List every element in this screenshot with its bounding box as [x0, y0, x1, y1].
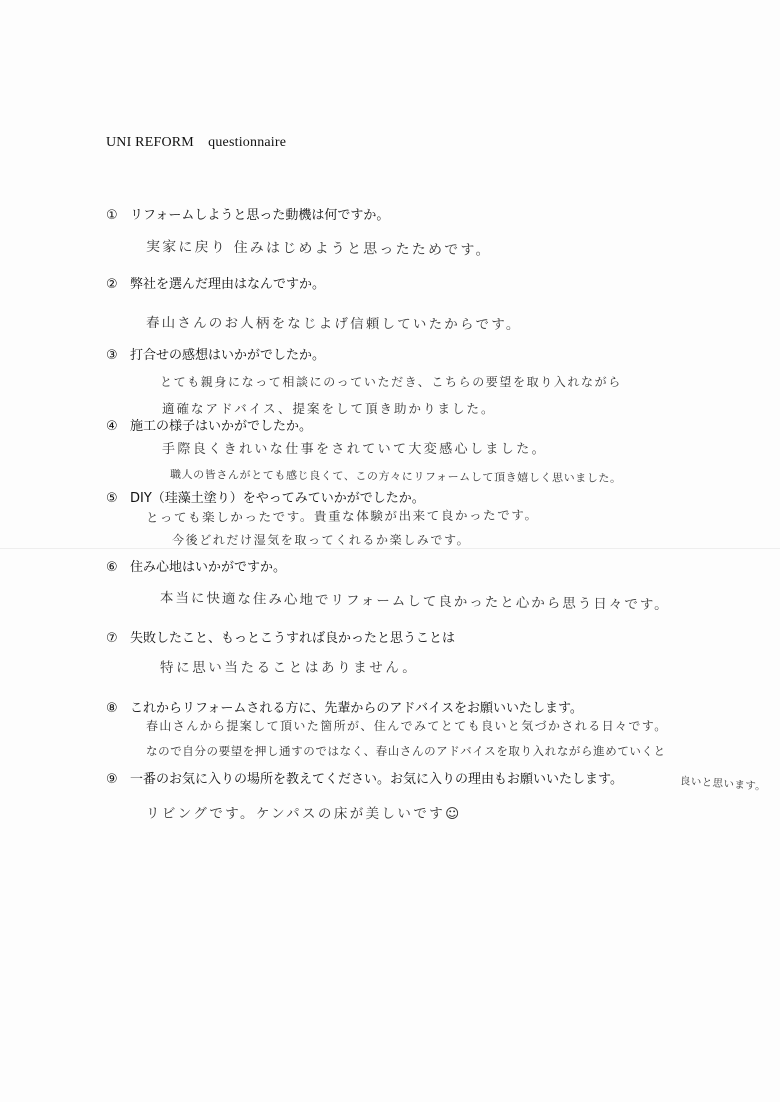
question-text: 住み心地はいかがですか。: [130, 560, 287, 575]
question-9: [106, 768, 623, 787]
answer-2-line-1: 春山さんのお人柄をなじよげ信頼していたからです。: [145, 315, 522, 333]
question-number: ⑥: [106, 560, 118, 575]
question-text: 打合せの感想はいかがでしたか。: [130, 348, 326, 363]
question-1: [106, 204, 389, 223]
answer-5-line-2: 今後どれだけ湿気を取ってくれるか楽しみです。: [172, 533, 471, 547]
question-8: [106, 697, 583, 716]
question-text: DIY（珪藻土塗り）をやってみていかがでしたか。: [130, 491, 425, 506]
question-5: [106, 487, 425, 506]
question-number: ④: [106, 419, 118, 434]
question-text: 弊社を選んだ理由はなんですか。: [130, 277, 326, 292]
question-7: [106, 627, 455, 646]
question-text: リフォームしようと思った動機は何ですか。: [130, 208, 390, 223]
question-text: 失敗したこと、もっとこうすれば良かったと思うことは: [130, 631, 456, 646]
answer-3-line-2: 適確なアドバイス、提案をして頂き助かりました。: [162, 401, 496, 416]
answer-4-line-1: 手際良くきれいな仕事をされていて大変感心しました。: [162, 442, 548, 457]
answer-6-line-1: 本当に快適な住み心地でリフォームして良かったと心から思う日々です。: [159, 590, 670, 614]
question-number: ①: [106, 208, 118, 223]
question-6: [106, 556, 286, 575]
question-number: ③: [106, 348, 118, 363]
answer-3-line-1: とても親身になって相談にのっていただき、こちらの要望を取り入れながら: [160, 375, 622, 389]
scan-artifact-line: [0, 548, 780, 549]
question-2: [106, 273, 325, 292]
question-text: 一番のお気に入りの場所を教えてください。お気に入りの理由もお願いいたします。: [130, 772, 623, 787]
question-3: [106, 344, 325, 363]
question-text: これからリフォームされる方に、先輩からのアドバイスをお願いいたします。: [130, 701, 583, 716]
question-text: 施工の様子はいかがでしたか。: [130, 419, 313, 434]
page-title: UNI REFORM questionnaire: [106, 135, 287, 150]
question-4: [106, 415, 312, 434]
answer-5-line-1: とっても楽しかったです。貴重な体験が出来て良かったです。: [145, 507, 539, 525]
answer-9-line-1: リビングです。ケンパスの床が美しいです☺: [146, 806, 462, 822]
question-number: ②: [106, 277, 118, 292]
answer-1-line-1: 実家に戻り 住みはじめようと思ったためです。: [145, 239, 492, 259]
answer-8-line-1: 春山さんから提案して頂いた箇所が、住んでみてとても良いと気づかされる日々です。: [146, 719, 668, 733]
answer-8-line-2: なので自分の要望を押し通すのではなく、春山さんのアドバイスを取り入れながら進めていくと: [146, 744, 666, 758]
answer-7-line-1: 特に思い当たることはありません。: [160, 660, 419, 676]
question-number: ⑦: [106, 631, 118, 646]
question-number: ⑧: [106, 701, 118, 716]
answer-8-line-3: 良いと思います。: [679, 775, 767, 794]
question-number: ⑨: [106, 772, 118, 787]
question-number: ⑤: [106, 491, 118, 506]
answer-4-line-2: 職人の皆さんがとても感じ良くて、この方々にリフォームして頂き嬉しく思いました。: [169, 468, 622, 485]
